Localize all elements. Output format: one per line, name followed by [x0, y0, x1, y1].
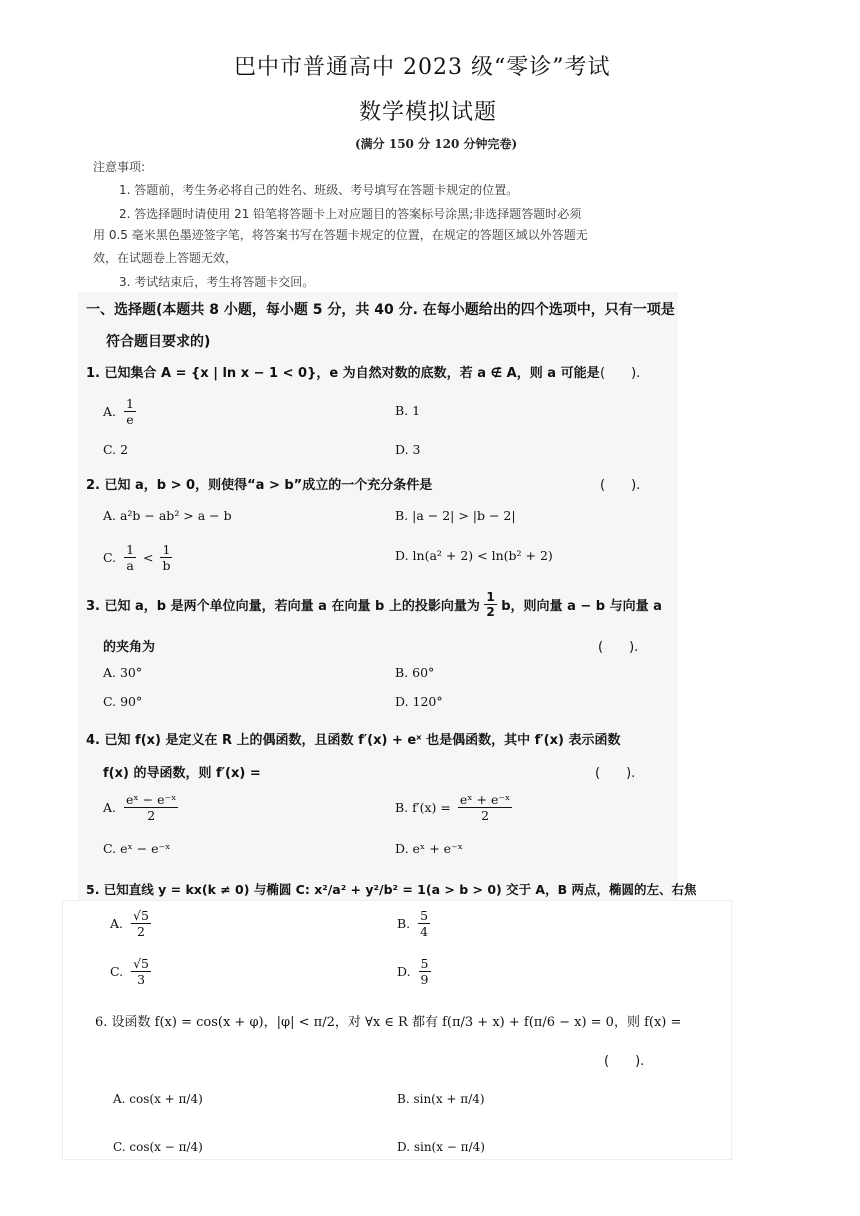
fraction [418, 908, 430, 939]
section-heading-cont: 符合题目要求的) [106, 334, 211, 350]
option-label: C. [110, 964, 124, 979]
q1-option-d: D. 3 [395, 442, 421, 457]
fraction [160, 542, 172, 573]
notice-item-2: 2. 答选择题时请使用 21 铅笔将答题卡上对应题目的答案标号涂黑;非选择题答题时必须 [119, 207, 582, 221]
option-label: A. [103, 800, 117, 815]
denominator: 2 [481, 808, 490, 823]
numerator: 1 [126, 542, 135, 557]
fraction [484, 590, 496, 619]
question-4-stem-cont: f(x) 的导函数，则 f′(x) = [103, 766, 261, 781]
q4-option-a [103, 792, 178, 823]
q6-option-c: C. cos(x − π/4) [113, 1140, 203, 1154]
score-note: (满分 150 分 120 分钟完卷) [355, 137, 518, 151]
q2-option-b: B. |a − 2| > |b − 2| [395, 508, 516, 523]
q5-option-a [110, 908, 151, 939]
denominator: a [126, 558, 134, 573]
denominator: 4 [420, 924, 429, 939]
section-heading: 一、选择题(本题共 8 小题，每小题 5 分，共 40 分. 在每小题给出的四个选项中，只有一项是 [86, 302, 675, 318]
option-label: A. [103, 404, 117, 419]
q3-option-b: B. 60° [395, 665, 435, 680]
numerator: 1 [126, 396, 134, 411]
q5-option-d [397, 956, 431, 987]
q4-option-c: C. eˣ − e⁻ˣ [103, 841, 171, 856]
q6-option-a: A. cos(x + π/4) [113, 1092, 203, 1106]
denominator: 9 [420, 972, 429, 987]
notice-item-2-end: 效，在试题卷上答题无效， [93, 251, 238, 265]
numerator: 5 [420, 908, 429, 923]
q3-option-c: C. 90° [103, 694, 143, 709]
fraction [124, 542, 136, 573]
option-label: D. [397, 964, 411, 979]
question-5-stem: 5. 已知直线 y = kx(k ≠ 0) 与椭圆 C: x²/a² + y²/b² = 1(a > b > 0) 交于 A，B 两点，椭圆的左、右焦 [86, 882, 697, 897]
option-label: B. [397, 916, 411, 931]
scan-region-2 [62, 900, 732, 1160]
exam-subtitle: 数学模拟试题 [359, 100, 498, 125]
fraction [131, 908, 151, 939]
notice-heading: 注意事项: [93, 160, 146, 174]
q3-option-d: D. 120° [395, 694, 443, 709]
answer-paren: ( ). [600, 478, 641, 493]
question-3-stem-cont: 的夹角为 [103, 640, 156, 655]
numerator: √5 [133, 956, 149, 971]
stem-text: 3. 已知 a，b 是两个单位向量，若向量 a 在向量 b 上的投影向量为 [86, 599, 480, 614]
notice-item-1: 1. 答题前，考生务必将自己的姓名、班级、考号填写在答题卡规定的位置。 [119, 183, 519, 197]
answer-paren: ( ). [598, 640, 639, 655]
q5-option-c [110, 956, 151, 987]
denominator: 2 [147, 808, 156, 823]
q2-option-a: A. a²b − ab² > a − b [103, 508, 232, 523]
question-6-stem: 6. 设函数 f(x) = cos(x + φ)，|φ| < π/2，对 ∀x ∈ R 都有 f(π/3 + x) + f(π/6 − x) = 0，则 f(x) = [95, 1015, 682, 1030]
q5-option-b [397, 908, 430, 939]
denominator: b [162, 558, 171, 573]
q2-option-d: D. ln(a² + 2) < ln(b² + 2) [395, 548, 553, 563]
question-3-stem [86, 590, 662, 619]
q4-option-b [395, 792, 512, 823]
answer-paren: ( ). [604, 1054, 645, 1069]
question-1-stem: 1. 已知集合 A = {x | ln x − 1 < 0}，e 为自然对数的底数，若 a ∉ A，则 a 可能是 [86, 366, 600, 381]
fraction [131, 956, 151, 987]
q1-option-c: C. 2 [103, 442, 129, 457]
numerator: √5 [133, 908, 149, 923]
q3-option-a: A. 30° [103, 665, 143, 680]
exam-title: 巴中市普通高中 2023 级“零诊”考试 [234, 55, 611, 80]
q1-option-a [103, 396, 136, 427]
answer-paren: ( ). [595, 766, 636, 781]
stem-text: b，则向量 a − b 与向量 a [501, 599, 662, 614]
q1-option-b: B. 1 [395, 403, 421, 418]
fraction [419, 956, 431, 987]
answer-paren: ( ). [600, 366, 641, 381]
question-2-stem: 2. 已知 a，b > 0，则使得“a > b”成立的一个充分条件是 [86, 478, 433, 493]
numerator: eˣ − e⁻ˣ [126, 792, 177, 807]
q6-option-d: D. sin(x − π/4) [397, 1140, 485, 1154]
fraction [458, 792, 512, 823]
denominator: 2 [136, 924, 145, 939]
numerator: 1 [162, 542, 171, 557]
option-label: A. [110, 916, 124, 931]
q2-option-c [103, 542, 172, 573]
fraction [124, 396, 136, 427]
numerator: eˣ + e⁻ˣ [459, 792, 511, 807]
q6-option-b: B. sin(x + π/4) [397, 1092, 485, 1106]
question-4-stem: 4. 已知 f(x) 是定义在 R 上的偶函数，且函数 f′(x) + eˣ 也是偶函数，其中 f′(x) 表示函数 [86, 733, 621, 748]
fraction [124, 792, 178, 823]
notice-item-3: 3. 考试结束后，考生将答题卡交回。 [119, 275, 315, 289]
less-than-sign: < [143, 550, 154, 565]
notice-item-2-cont: 用 0.5 毫米黑色墨迹签字笔，将答案书写在答题卡规定的位置，在规定的答题区域以外答题无 [93, 228, 588, 242]
option-label: C. [103, 550, 117, 565]
denominator: 2 [486, 605, 495, 619]
denominator: e [126, 412, 134, 427]
numerator: 1 [486, 590, 495, 604]
denominator: 3 [137, 972, 146, 987]
numerator: 5 [420, 956, 429, 971]
option-label: B. f′(x) = [395, 800, 451, 815]
q4-option-d: D. eˣ + e⁻ˣ [395, 841, 463, 856]
